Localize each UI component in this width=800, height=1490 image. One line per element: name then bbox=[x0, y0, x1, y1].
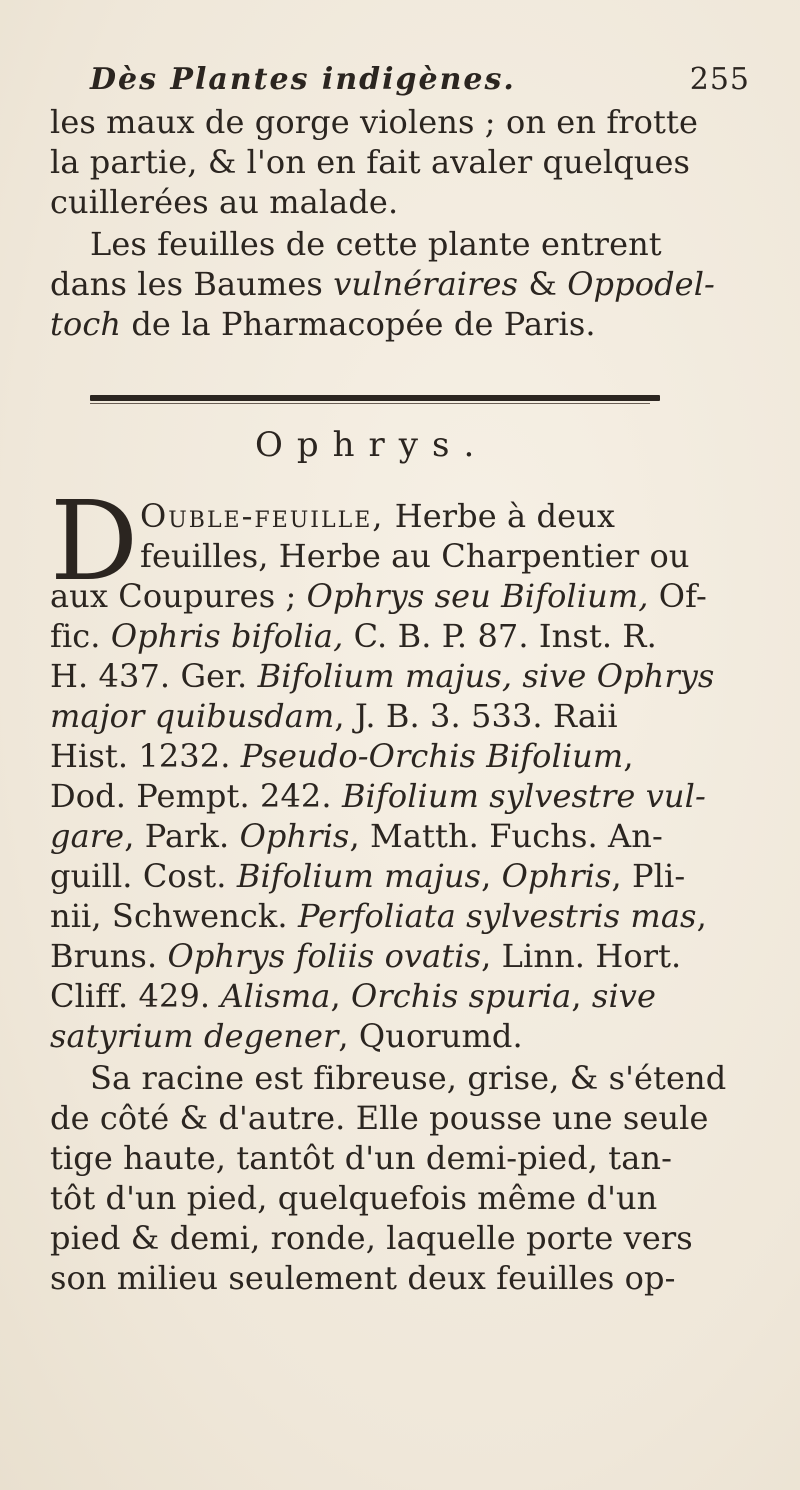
text-line: feuilles, Herbe au Charpentier ou bbox=[140, 537, 690, 575]
text-line: pied & demi, ronde, laquelle porte vers bbox=[50, 1219, 693, 1257]
text-line bbox=[50, 896, 707, 936]
text-span: , Linn. Hort. bbox=[481, 937, 682, 975]
text-span: de la Pharmacopée de Paris. bbox=[121, 305, 596, 343]
italic-span: major quibusdam bbox=[50, 697, 335, 735]
drop-cap: D bbox=[50, 477, 139, 605]
text-line bbox=[50, 936, 681, 976]
italic-span: gare bbox=[50, 817, 125, 855]
italic-span: Perfoliata sylvestris mas bbox=[297, 897, 697, 935]
text-line bbox=[50, 776, 706, 816]
text-span: guill. Cost. bbox=[50, 857, 237, 895]
text-line: cuillerées au malade. bbox=[50, 183, 399, 221]
italic-span: Ophris bbox=[239, 817, 350, 855]
text-line bbox=[50, 1016, 523, 1056]
italic-span: vulnéraires bbox=[333, 265, 519, 303]
text-span: , bbox=[623, 737, 634, 775]
text-line bbox=[50, 736, 634, 776]
italic-span: Ophris bifolia, bbox=[110, 617, 344, 655]
italic-span: Ophris bbox=[501, 857, 612, 895]
text-span: nii, Schwenck. bbox=[50, 897, 298, 935]
italic-span: satyrium degener bbox=[50, 1017, 339, 1055]
italic-span: Bifolium sylvestre vul- bbox=[341, 777, 706, 815]
text-span: Herbe à deux bbox=[384, 497, 615, 535]
text-line: son milieu seulement deux feuilles op- bbox=[50, 1259, 676, 1297]
text-line: tige haute, tantôt d'un demi-pied, tan- bbox=[50, 1139, 673, 1177]
text-span: Dod. Pempt. 242. bbox=[50, 777, 342, 815]
text-line: les maux de gorge violens ; on en frotte bbox=[50, 103, 698, 141]
text-span: fic. bbox=[50, 617, 111, 655]
text-span: , Quorumd. bbox=[338, 1017, 523, 1055]
text-span: , Pli- bbox=[611, 857, 686, 895]
text-span: Cliff. 429. bbox=[50, 977, 221, 1015]
text-span: dans les Baumes bbox=[50, 265, 334, 303]
text-span: , Matth. Fuchs. An- bbox=[349, 817, 663, 855]
text-line bbox=[50, 304, 596, 344]
running-title: Dès Plantes indigènes. bbox=[90, 62, 516, 97]
italic-span: Ophrys foliis ovatis bbox=[167, 937, 482, 975]
text-line: Les feuilles de cette plante entrent bbox=[90, 225, 662, 263]
italic-span: Orchis spuria bbox=[351, 977, 572, 1015]
text-line: la partie, & l'on en fait avaler quelques bbox=[50, 143, 691, 181]
text-line: tôt d'un pied, quelquefois même d'un bbox=[50, 1179, 658, 1217]
italic-span: Oppodel- bbox=[567, 265, 715, 303]
section-divider bbox=[90, 395, 660, 401]
text-line bbox=[50, 264, 715, 304]
text-span: , bbox=[696, 897, 707, 935]
text-span: C. B. P. 87. Inst. R. bbox=[343, 617, 657, 655]
text-line bbox=[50, 816, 663, 856]
text-span: & bbox=[518, 265, 568, 303]
italic-span: Alisma bbox=[220, 977, 331, 1015]
text-line bbox=[50, 976, 656, 1016]
text-line: de côté & d'autre. Elle pousse une seule bbox=[50, 1099, 709, 1137]
text-span: , bbox=[330, 977, 352, 1015]
text-span: , bbox=[571, 977, 592, 1015]
text-span: Bruns. bbox=[50, 937, 168, 975]
text-line: Sa racine est fibreuse, grise, & s'étend bbox=[90, 1059, 727, 1097]
page-number: 255 bbox=[689, 62, 750, 97]
text-line bbox=[50, 856, 685, 896]
italic-span: toch bbox=[50, 305, 122, 343]
text-line bbox=[50, 616, 657, 656]
text-span: H. 437. Ger. bbox=[50, 657, 258, 695]
text-span: aux Coupures ; bbox=[50, 577, 307, 615]
text-span: Of- bbox=[648, 577, 707, 615]
italic-span: Bifolium majus, sive Ophrys bbox=[257, 657, 715, 695]
text-span: Hist. 1232. bbox=[50, 737, 241, 775]
text-line bbox=[140, 496, 615, 536]
running-header bbox=[90, 62, 750, 102]
italic-span: sive bbox=[591, 977, 656, 1015]
italic-span: Ophrys seu Bifolium, bbox=[306, 577, 649, 615]
text-span: , bbox=[481, 857, 502, 895]
text-span: , J. B. 3. 533. Raii bbox=[334, 697, 618, 735]
small-caps-span: Ouble-feuille, bbox=[140, 497, 385, 535]
text-line bbox=[50, 576, 707, 616]
text-line bbox=[50, 656, 714, 696]
section-title: Ophrys. bbox=[255, 425, 489, 465]
text-span: , Park. bbox=[124, 817, 240, 855]
italic-span: Bifolium majus bbox=[236, 857, 482, 895]
italic-span: Pseudo-Orchis Bifolium bbox=[240, 737, 624, 775]
text-line bbox=[50, 696, 618, 736]
